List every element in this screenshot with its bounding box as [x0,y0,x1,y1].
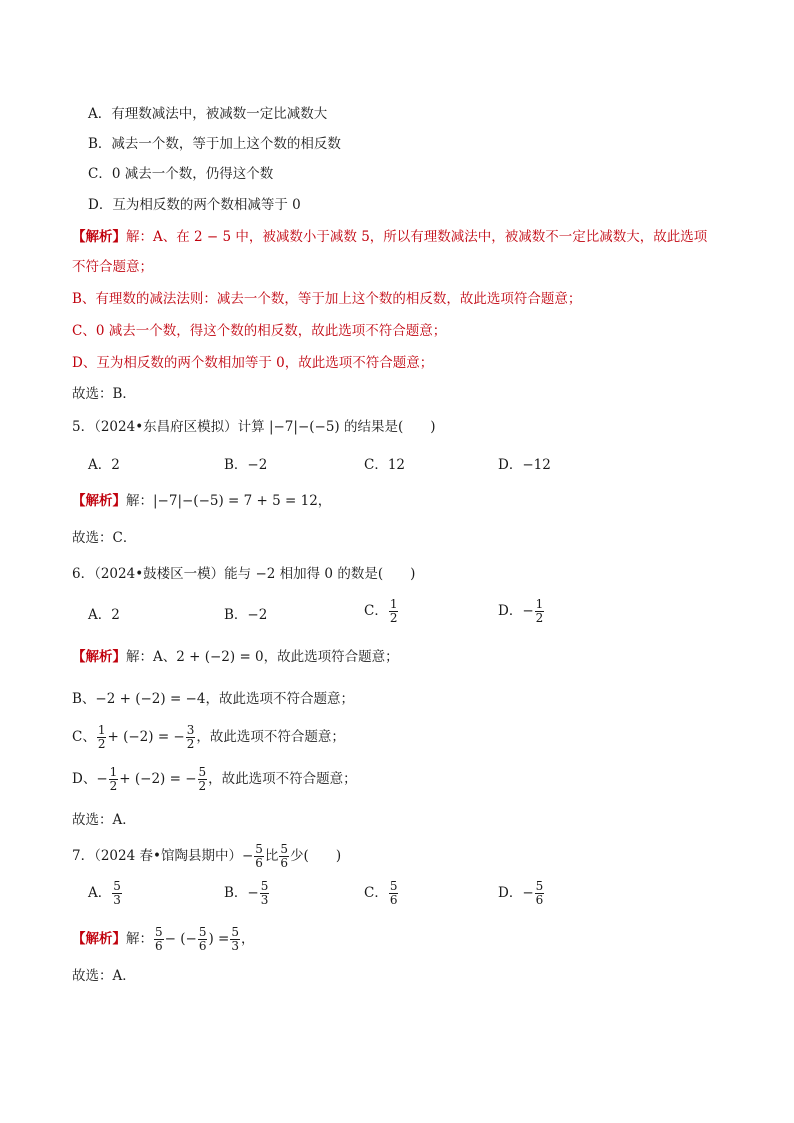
denominator: 6 [389,893,398,907]
fraction [535,880,545,907]
q5-option-b: B．−2 [224,457,268,473]
q5-answer: 故选：C． [72,530,137,546]
option-label: B．− [224,885,259,901]
fraction [260,880,270,907]
fraction [230,926,240,953]
analysis-tag: 【解析】 [72,931,126,947]
fraction [186,724,196,751]
text: − (− [164,931,197,947]
q4-analysis-line3: B、有理数的减法法则：减去一个数，等于加上这个数的相反数，故此选项符合题意； [72,291,582,307]
q4-option-d: D．互为相反数的两个数相减等于 0 [88,197,301,213]
q6-analysis-line-c [72,724,345,751]
q6-answer: 故选：A． [72,812,136,828]
denominator: 6 [255,856,263,870]
q6-option-a: A．2 [88,607,120,623]
option-label: D．− [498,885,534,901]
q4-option-a: A．有理数减法中，被减数一定比减数大 [88,106,328,122]
text: ， [240,931,255,947]
text: 少( ) [290,848,342,864]
numerator: 5 [255,842,263,856]
numerator: 5 [535,879,544,893]
q5-option-d: D．−12 [498,457,551,473]
denominator: 6 [280,856,289,870]
numerator: 5 [198,925,207,939]
denominator: 6 [535,893,544,907]
q4-option-c: C．0 减去一个数，仍得这个数 [88,166,274,182]
q5-analysis [72,492,331,510]
text: + (−2) = − [107,729,185,745]
numerator: 5 [113,879,121,893]
text: D、− [72,771,108,787]
denominator: 3 [231,939,239,953]
denominator: 6 [155,939,163,953]
q4-analysis-line2: 不符合题意； [72,259,153,275]
analysis-text: 解：A、2 + (−2) = 0，故此选项符合题意； [126,649,399,665]
denominator: 2 [97,737,106,751]
numerator: 5 [231,925,239,939]
q7-option-a [88,880,123,907]
q7-option-d [498,880,545,907]
numerator: 3 [186,723,195,737]
q6-option-d [498,598,545,625]
q6-stem: 6．（2024•鼓楼区一模）能与 −2 相加得 0 的数是( ) [72,566,416,582]
text: ，故此选项不符合题意； [196,729,345,745]
numerator: 1 [389,597,398,611]
denominator: 3 [260,893,269,907]
numerator: 5 [260,879,269,893]
q6-option-c [364,598,399,625]
denominator: 2 [186,737,195,751]
numerator: 1 [109,765,118,779]
numerator: 5 [198,765,207,779]
q4-analysis-line5: D、互为相反数的两个数相加等于 0，故此选项不符合题意； [72,355,434,371]
text: 7．（2024 春•馆陶县期中）− [72,848,254,864]
q7-answer: 故选：A． [72,968,136,984]
q4-answer: 故选：B． [72,386,136,402]
numerator: 1 [97,723,106,737]
option-label: C． [364,603,388,619]
q6-analysis-line-a [72,648,399,666]
analysis-tag: 【解析】 [72,229,126,245]
q7-analysis [72,926,254,953]
fraction [535,598,545,625]
q7-stem [72,843,341,870]
q4-option-b: B．减去一个数，等于加上这个数的相反数 [88,136,341,152]
numerator: 1 [535,597,544,611]
analysis-text: 解：A、在 2 − 5 中，被减数小于减数 5，所以有理数减法中，被减数不一定比减数大，故此选项 [126,229,708,245]
text: ) = [208,931,230,947]
q7-option-c [364,880,399,907]
q5-option-a: A．2 [88,457,120,473]
fraction [254,843,264,870]
fraction [389,880,399,907]
denominator: 2 [198,779,207,793]
fraction [279,843,289,870]
numerator: 5 [280,842,289,856]
option-label: D．− [498,603,534,619]
text: 比 [264,848,279,864]
denominator: 2 [389,611,398,625]
numerator: 5 [155,925,163,939]
analysis-text: 解：|−7|−(−5) = 7 + 5 = 12， [126,493,332,509]
fraction [109,766,119,793]
denominator: 3 [113,893,121,907]
numerator: 5 [389,879,398,893]
q4-analysis-line4: C、0 减去一个数，得这个数的相反数，故此选项不符合题意； [72,323,447,339]
text: + (−2) = − [119,771,197,787]
fraction [154,926,164,953]
fraction [112,880,122,907]
option-label: A． [88,885,112,901]
denominator: 2 [109,779,118,793]
q6-analysis-line-b: B、−2 + (−2) = −4，故此选项不符合题意； [72,691,354,707]
fraction [389,598,399,625]
q7-option-b [224,880,270,907]
q4-analysis-line1 [72,228,707,246]
q6-analysis-line-d [72,766,357,793]
denominator: 2 [535,611,544,625]
analysis-tag: 【解析】 [72,649,126,665]
fraction [198,926,208,953]
fraction [97,724,107,751]
q5-option-c: C．12 [364,457,406,473]
q6-option-b: B．−2 [224,607,268,623]
denominator: 6 [198,939,207,953]
fraction [198,766,208,793]
text: 解： [126,931,153,947]
q5-stem: 5．（2024•东昌府区模拟）计算 |−7|−(−5) 的结果是( ) [72,419,436,435]
text: C、 [72,729,96,745]
option-label: C． [364,885,388,901]
text: ，故此选项不符合题意； [208,771,357,787]
analysis-tag: 【解析】 [72,493,126,509]
